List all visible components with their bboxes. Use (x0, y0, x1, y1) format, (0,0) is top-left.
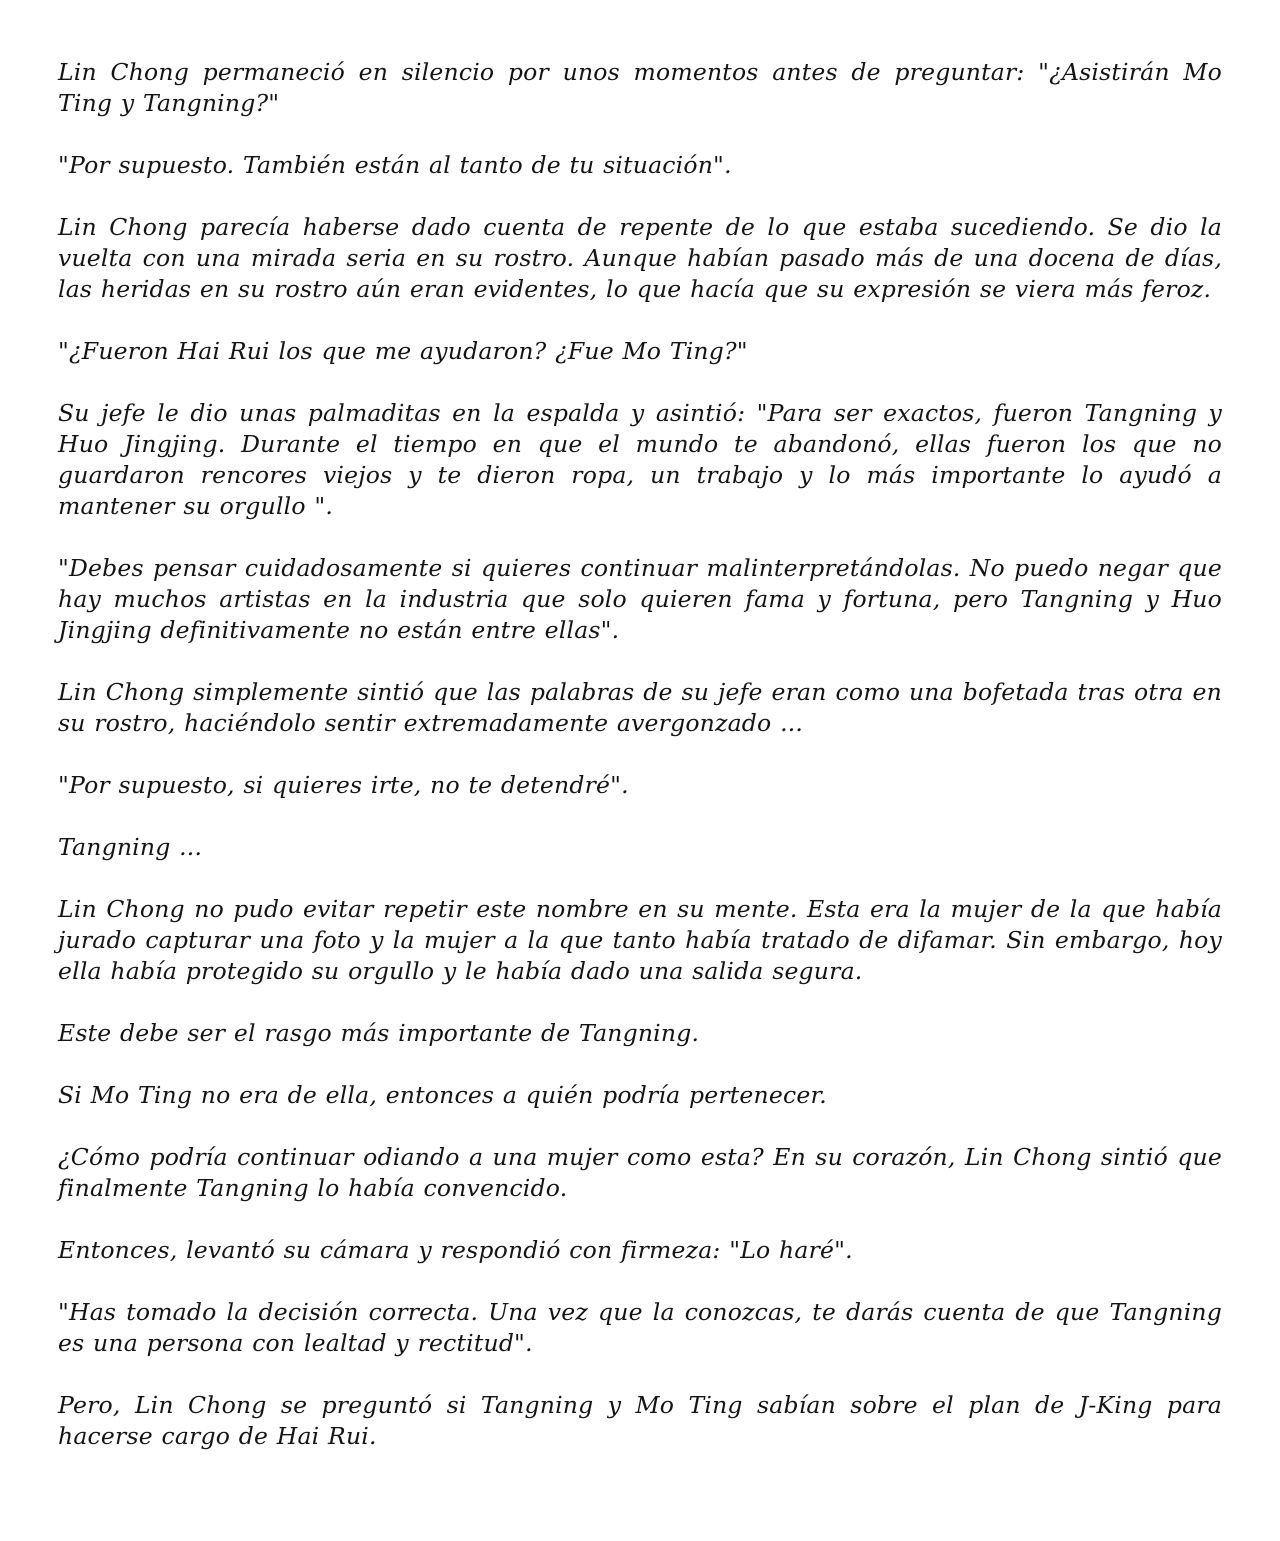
paragraph: Este debe ser el rasgo más importante de Tangning. (58, 1019, 700, 1047)
paragraph: Lin Chong permaneció en silencio por unos momentos antes de preguntar: "¿Asistirán Mo Ting y Tangning?" (58, 58, 1222, 117)
paragraph: Tangning ... (58, 833, 203, 861)
paragraph: Entonces, levantó su cámara y respondió con firmeza: "Lo haré". (58, 1236, 853, 1264)
paragraph: Lin Chong simplemente sintió que las palabras de su jefe eran como una bofetada tras otra en su rostro, haciéndolo sentir extremadamente avergonzado ... (58, 678, 1222, 737)
paragraph: Lin Chong parecía haberse dado cuenta de repente de lo que estaba sucediendo. Se dio la vuelta con una mirada seria en su rostro. Aunque habían pasado más de una docena de días, las heridas en su rostro aún eran evidentes, lo que hacía que su expresión se viera más feroz. (58, 213, 1222, 303)
paragraph: Lin Chong no pudo evitar repetir este nombre en su mente. Esta era la mujer de la que había jurado capturar una foto y la mujer a la que tanto había tratado de difamar. Sin embargo, hoy ella había protegido su orgullo y le había dado una salida segura. (58, 895, 1222, 985)
paragraph: "Por supuesto. También están al tanto de tu situación". (58, 151, 732, 179)
paragraph: "Debes pensar cuidadosamente si quieres continuar malinterpretándolas. No puedo negar que hay muchos artistas en la industria que solo quieren fama y fortuna, pero Tangning y Huo Jingjing definitivamente no están entre ellas". (58, 554, 1222, 644)
document-body (58, 57, 1222, 1452)
paragraph: "Por supuesto, si quieres irte, no te detendré". (58, 771, 629, 799)
paragraph: "Has tomado la decisión correcta. Una vez que la conozcas, te darás cuenta de que Tangning es una persona con lealtad y rectitud". (58, 1298, 1222, 1357)
paragraph: Si Mo Ting no era de ella, entonces a quién podría pertenecer. (58, 1081, 827, 1109)
paragraph: Pero, Lin Chong se preguntó si Tangning y Mo Ting sabían sobre el plan de J-King para hacerse cargo de Hai Rui. (58, 1391, 1222, 1450)
paragraph: "¿Fueron Hai Rui los que me ayudaron? ¿Fue Mo Ting?" (58, 337, 748, 365)
paragraph: Su jefe le dio unas palmaditas en la espalda y asintió: "Para ser exactos, fueron Tangning y Huo Jingjing. Durante el tiempo en que el mundo te abandonó, ellas fueron los que no guardaron rencores viejos y te dieron ropa, un trabajo y lo más importante lo ayudó a mantener su orgullo ". (58, 399, 1222, 520)
paragraph: ¿Cómo podría continuar odiando a una mujer como esta? En su corazón, Lin Chong sintió que finalmente Tangning lo había convencido. (58, 1143, 1222, 1202)
